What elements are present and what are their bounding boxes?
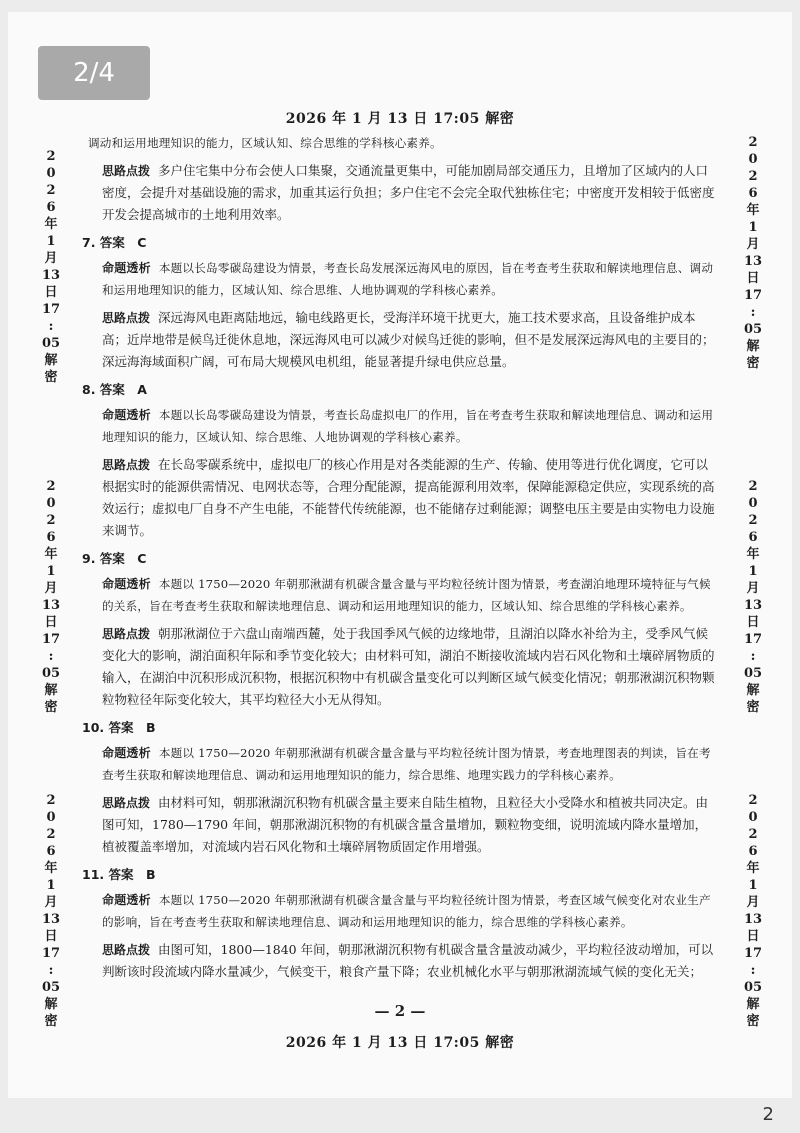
footer-decrypt-time: 2026 年 1 月 13 日 17:05 解密	[285, 1035, 515, 1051]
watermark-char: 6	[748, 186, 758, 201]
watermark-char: 0	[748, 152, 758, 167]
watermark-char: 6	[46, 200, 56, 215]
watermark-char: 2	[748, 513, 758, 528]
watermark-char: 13	[41, 268, 61, 283]
watermark-char: 13	[743, 912, 763, 927]
think-label: 思路点拨	[102, 627, 151, 641]
side-watermark-left	[34, 478, 68, 716]
think-label: 思路点拨	[102, 458, 151, 472]
analysis-text: 本题以 1750—2020 年朝那湫湖有机碳含量含量与平均粒径统计图为情景，考查区域气候变化对农业生产的影响，旨在考查考生获取和解读地理信息、调动和运用地理知识的能力，综合思维的学科核心素养。	[102, 893, 711, 929]
watermark-char: 年	[44, 547, 58, 562]
continuation-text: 调动和运用地理知识的能力，区域认知、综合思维的学科核心素养。	[88, 136, 442, 150]
page-indicator-badge: 2/4	[38, 46, 150, 100]
watermark-char: 解	[746, 339, 760, 354]
analysis-paragraph	[88, 257, 716, 301]
watermark-char: 解	[44, 683, 58, 698]
analysis-text: 本题以长岛零碳岛建设为情景，考查长岛虚拟电厂的作用，旨在考查考生获取和解读地理信息、调动和运用地理知识的能力，区域认知、综合思维、人地协调观的学科核心素养。	[102, 408, 714, 444]
watermark-char: 0	[46, 810, 56, 825]
analysis-paragraph	[88, 889, 716, 933]
watermark-char: 年	[746, 861, 760, 876]
watermark-char: 6	[748, 530, 758, 545]
watermark-char: 月	[746, 237, 760, 252]
side-watermark-right	[736, 478, 770, 716]
watermark-char: 13	[743, 254, 763, 269]
watermark-char: 1	[748, 220, 758, 235]
think-text: 深远海风电距离陆地远，输电线路更长，受海洋环境干扰更大，施工技术要求高，且设备维护成本高；近岸地带是候鸟迁徙休息地，深远海风电可以减少对候鸟迁徙的影响，但不是发展深远海风电的主要目的；深远海海域面积广阔，可布局大规模风电机组，能显著提升绿电供应总量。	[102, 310, 715, 369]
watermark-char: 6	[46, 530, 56, 545]
watermark-char: 2	[748, 827, 758, 842]
analysis-paragraph	[88, 573, 716, 617]
think-paragraph	[88, 160, 716, 226]
watermark-char: 年	[44, 861, 58, 876]
watermark-char: 17	[41, 946, 61, 961]
think-paragraph	[88, 454, 716, 542]
watermark-char: 17	[743, 946, 763, 961]
watermark-char: 密	[44, 700, 58, 715]
watermark-char: 05	[41, 666, 61, 681]
think-label: 思路点拨	[102, 164, 151, 178]
watermark-char: 0	[46, 496, 56, 511]
think-paragraph	[88, 792, 716, 858]
watermark-char: 2	[46, 793, 56, 808]
think-label: 思路点拨	[102, 943, 151, 957]
watermark-char: 1	[748, 564, 758, 579]
analysis-label: 命题透析	[102, 577, 151, 591]
answer-9-title: 9. 答案 C	[82, 551, 147, 566]
think-label: 思路点拨	[102, 796, 151, 810]
watermark-char: 6	[748, 844, 758, 859]
watermark-char: 05	[41, 980, 61, 995]
watermark-char: 日	[44, 615, 58, 630]
watermark-char: 2	[46, 149, 56, 164]
think-paragraph	[88, 939, 716, 983]
think-label: 思路点拨	[102, 311, 151, 325]
watermark-char: 1	[46, 234, 56, 249]
watermark-char: 0	[748, 496, 758, 511]
watermark-char: 05	[743, 666, 763, 681]
watermark-char: 日	[746, 929, 760, 944]
watermark-char: 2	[748, 169, 758, 184]
watermark-char: 05	[41, 336, 61, 351]
side-watermark-left	[34, 148, 68, 386]
watermark-char: 密	[746, 1014, 760, 1029]
think-text: 朝那湫湖位于六盘山南端西麓，处于我国季风气候的边缘地带，且湖泊以降水补给为主，受季风气候变化大的影响，湖泊面积年际和季节变化较大；由材料可知，湖泊不断接收流域内岩石风化物和土壤碎屑物质的输入，在湖泊中沉积形成沉积物，根据沉积物中有机碳含量变化可以判断区域气候变化情况；朝那湫湖沉积物颗粒物粒径年际变化较大，其平均粒径大小无从得知。	[102, 626, 715, 707]
watermark-char: 月	[44, 895, 58, 910]
watermark-char: 2	[46, 479, 56, 494]
watermark-char: 17	[743, 632, 763, 647]
watermark-char: 0	[748, 810, 758, 825]
watermark-char: 日	[746, 271, 760, 286]
analysis-label: 命题透析	[102, 261, 151, 275]
think-paragraph	[88, 623, 716, 711]
watermark-char: 1	[46, 564, 56, 579]
watermark-char: 月	[746, 895, 760, 910]
watermark-char: 6	[46, 844, 56, 859]
watermark-char: 17	[41, 302, 61, 317]
watermark-char: 13	[743, 598, 763, 613]
corner-page-number: 2	[762, 1104, 774, 1125]
watermark-char: 日	[44, 929, 58, 944]
watermark-char: 密	[44, 1014, 58, 1029]
watermark-char: 13	[41, 912, 61, 927]
watermark-char: 2	[748, 479, 758, 494]
analysis-text: 本题以 1750—2020 年朝那湫湖有机碳含量含量与平均粒径统计图为情景，考查湖泊地理环境特征与气候的关系，旨在考查考生获取和解读地理信息、调动和运用地理知识的能力，区域认知、综合思维的学科核心素养。	[102, 577, 711, 613]
watermark-char: 解	[44, 997, 58, 1012]
analysis-label: 命题透析	[102, 746, 151, 760]
answer-8-title: 8. 答案 A	[82, 382, 147, 397]
answer-11-title: 11. 答案 B	[82, 867, 156, 882]
watermark-char: 2	[46, 827, 56, 842]
think-text: 多户住宅集中分布会使人口集聚，交通流量更集中，可能加剧局部交通压力，且增加了区域内的人口密度，会提升对基础设施的需求，加重其运行负担；多户住宅不会完全取代独栋住宅；中密度开发相较于低密度开发会提高城市的土地利用效率。	[102, 163, 715, 222]
side-watermark-right	[736, 134, 770, 372]
analysis-label: 命题透析	[102, 893, 151, 907]
watermark-char: :	[750, 305, 756, 320]
answer-10-title: 10. 答案 B	[82, 720, 156, 735]
analysis-label: 命题透析	[102, 408, 151, 422]
think-paragraph	[88, 307, 716, 373]
watermark-char: 密	[44, 370, 58, 385]
watermark-char: 05	[743, 980, 763, 995]
analysis-paragraph	[88, 742, 716, 786]
side-watermark-right	[736, 792, 770, 1030]
watermark-char: 解	[746, 997, 760, 1012]
watermark-char: :	[750, 963, 756, 978]
watermark-char: 2	[748, 793, 758, 808]
think-text: 由图可知，1800—1840 年间，朝那湫湖沉积物有机碳含量含量波动减少，平均粒径波动增加，可以判断该时段流域内降水量减少，气候变干，粮食产量下降；农业机械化水平与朝那湫湖流域气候的变化无关；	[102, 942, 714, 979]
watermark-char: 1	[46, 878, 56, 893]
watermark-char: :	[750, 649, 756, 664]
think-text: 由材料可知，朝那湫湖沉积物有机碳含量主要来自陆生植物，且粒径大小受降水和植被共同决定。由图可知，1780—1790 年间，朝那湫湖沉积物的有机碳含量含量增加，颗粒物变细，说明流域内降水量增加，植被覆盖率增加，对流域内岩石风化物和土壤碎屑物质固定作用增强。	[102, 795, 709, 854]
watermark-char: 月	[44, 581, 58, 596]
watermark-char: 2	[46, 183, 56, 198]
analysis-text: 本题以 1750—2020 年朝那湫湖有机碳含量含量与平均粒径统计图为情景，考查地理图表的判读，旨在考查考生获取和解读地理信息、调动和运用地理知识的能力，综合思维、地理实践力的学科核心素养。	[102, 746, 711, 782]
watermark-char: 日	[746, 615, 760, 630]
watermark-char: 年	[746, 547, 760, 562]
watermark-char: 17	[743, 288, 763, 303]
side-watermark-left	[34, 792, 68, 1030]
watermark-char: 年	[746, 203, 760, 218]
header-decrypt-time: 2026 年 1 月 13 日 17:05 解密	[285, 111, 515, 127]
think-text: 在长岛零碳系统中，虚拟电厂的核心作用是对各类能源的生产、传输、使用等进行优化调度，它可以根据实时的能源供需情况、电网状态等，合理分配能源，提高能源利用效率，保障能源稳定供应，实现系统的高效运行；虚拟电厂自身不产生电能，不能替代传统能源，也不能储存过剩能源；调整电压主要是由实物电力设施来调节。	[102, 457, 715, 538]
watermark-char: 05	[743, 322, 763, 337]
watermark-char: 2	[46, 513, 56, 528]
watermark-char: 0	[46, 166, 56, 181]
watermark-char: :	[48, 649, 54, 664]
watermark-char: 密	[746, 700, 760, 715]
analysis-text: 本题以长岛零碳岛建设为情景，考查长岛发展深远海风电的原因，旨在考查考生获取和解读地理信息、调动和运用地理知识的能力，区域认知、综合思维、人地协调观的学科核心素养。	[102, 261, 714, 297]
watermark-char: 日	[44, 285, 58, 300]
answer-content	[82, 132, 716, 989]
watermark-char: 1	[748, 878, 758, 893]
watermark-char: 解	[746, 683, 760, 698]
watermark-char: 解	[44, 353, 58, 368]
answer-7-title: 7. 答案 C	[82, 235, 147, 250]
page-number: — 2 —	[374, 1002, 426, 1020]
watermark-char: 月	[746, 581, 760, 596]
watermark-char: :	[48, 319, 54, 334]
watermark-char: 年	[44, 217, 58, 232]
watermark-char: 2	[748, 135, 758, 150]
watermark-char: 17	[41, 632, 61, 647]
analysis-paragraph	[88, 404, 716, 448]
watermark-char: :	[48, 963, 54, 978]
watermark-char: 13	[41, 598, 61, 613]
watermark-char: 密	[746, 356, 760, 371]
watermark-char: 月	[44, 251, 58, 266]
